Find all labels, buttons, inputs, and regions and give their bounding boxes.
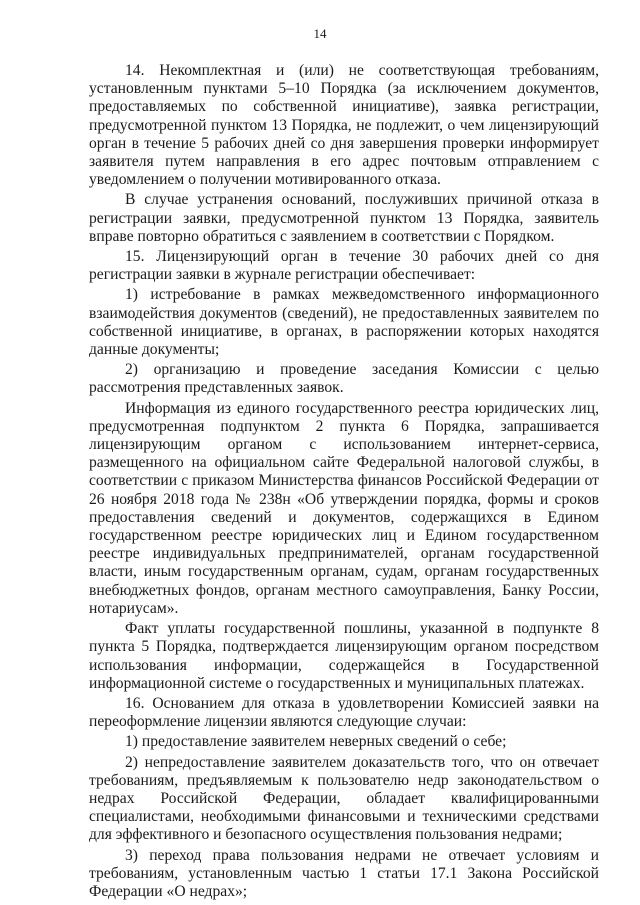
paragraph-15-state-fee: Факт уплаты государственной пошлины, указанной в подпункте 8 пункта 5 Порядка, подтверждается лицензирующим органом посредством использования информации, содержащейся в Государственной информационной системе о государственных и муниципальных платежах. bbox=[89, 620, 599, 692]
document-body bbox=[89, 62, 599, 903]
paragraph-14: 14. Некомплектная и (или) не соответствующая требованиям, установленным пунктами 5–10 Порядка (за исключением документов, предоставляемых по собственной инициативе), заявка регистрации, предусмотренной пунктом 13 Порядка, не подлежит, о чем лицензирующий орган в течение 5 рабочих дней со дня завершения проверки информирует заявителя путем направления в его адрес почтовым отправлением с уведомлением о получении мотивированного отказа. bbox=[89, 62, 599, 189]
paragraph-15: 15. Лицензирующий орган в течение 30 рабочих дней со дня регистрации заявки в журнале регистрации обеспечивает: bbox=[89, 248, 599, 284]
paragraph-16-item-1: 1) предоставление заявителем неверных сведений о себе; bbox=[125, 733, 507, 751]
paragraph-16-item-2: 2) непредоставление заявителем доказательств того, что он отвечает требованиям, предъявляемым к пользователю недр законодательством о недрах Российской Федерации, обладает квалифицированными специалистами, необходимыми финансовыми и техническими средствами для эффективного и безопасного осуществления пользования недрами; bbox=[89, 753, 599, 844]
paragraph-16-item-3: 3) переход права пользования недрами не отвечает условиям и требованиям, установленным частью 1 статьи 17.1 Закона Российской Федерации «О недрах»; bbox=[89, 846, 599, 900]
paragraph-15-registry-info: Информация из единого государственного реестра юридических лиц, предусмотренная подпунктом 2 пункта 6 Порядка, запрашивается лицензирующим органом с использованием интернет-сервиса, размещенного на официальном сайте Федеральной налоговой службы, в соответствии с приказом Министерства финансов Российской Федерации от 26 ноября 2018 года № 238н «Об утверждении порядка, формы и сроков предоставления сведений и документов, содержащихся в Едином государственном реестре юридических лиц и Едином государственном реестре индивидуальных предпринимателей, органам государственной власти, иным государственным органам, судам, органам государственных внебюджетных фондов, органам местного самоуправления, Банку России, нотариусам». bbox=[89, 399, 599, 617]
page-number: 14 bbox=[313, 26, 327, 41]
paragraph-16: 16. Основанием для отказа в удовлетворении Комиссией заявки на переоформление лицензии являются следующие случаи: bbox=[89, 694, 599, 731]
paragraph-14-repeat-application: В случае устранения оснований, послуживших причиной отказа в регистрации заявки, предусмотренной пунктом 13 Порядка, заявитель вправе повторно обратиться с заявлением в соответствии с Порядком. bbox=[89, 191, 599, 245]
paragraph-15-item-1: 1) истребование в рамках межведомственного информационного взаимодействия документов (сведений), не предоставленных заявителем по собственной инициативе, в органах, в распоряжении которых находятся данные документы; bbox=[89, 286, 599, 359]
paragraph-15-item-2: 2) организацию и проведение заседания Комиссии с целью рассмотрения представленных заявок. bbox=[89, 361, 599, 397]
